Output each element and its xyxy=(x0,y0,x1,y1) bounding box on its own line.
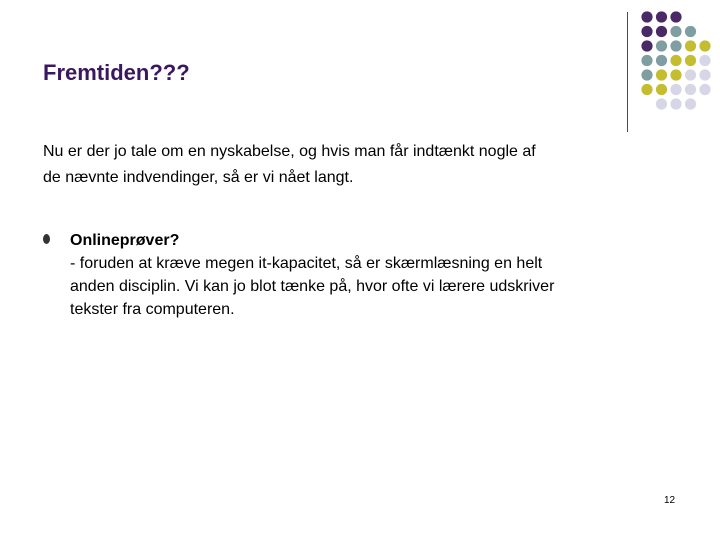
decorative-dot xyxy=(656,40,667,51)
intro-line: de nævnte indvendinger, så er vi nået langt. xyxy=(43,169,354,186)
decorative-dot xyxy=(685,26,696,37)
bullet-text-line: - foruden at kræve megen it-kapacitet, så er skærmlæsning en helt xyxy=(70,255,543,272)
bullet-heading: Onlineprøver? xyxy=(70,232,180,249)
decorative-dot xyxy=(685,55,696,66)
decorative-dot xyxy=(670,69,681,80)
decorative-dot xyxy=(670,98,681,109)
decorative-dot xyxy=(656,98,667,109)
bullet-text-line: tekster fra computeren. xyxy=(70,301,235,318)
decorative-dot xyxy=(641,84,652,95)
decorative-dot xyxy=(699,69,710,80)
decorative-dot xyxy=(656,26,667,37)
intro-line: Nu er der jo tale om en nyskabelse, og hvis man får indtænkt nogle af xyxy=(43,143,536,160)
page-number: 12 xyxy=(664,495,676,506)
bullet-body xyxy=(70,229,690,321)
decorative-dot xyxy=(656,55,667,66)
bullet-text-line: anden disciplin. Vi kan jo blot tænke på, hvor ofte vi lærere udskriver xyxy=(70,278,555,295)
dot-grid-decoration xyxy=(640,11,720,121)
decorative-dot xyxy=(670,26,681,37)
divider-line xyxy=(627,12,628,132)
decorative-dot xyxy=(641,55,652,66)
decorative-dot xyxy=(641,11,652,22)
decorative-dot xyxy=(670,84,681,95)
decorative-dot xyxy=(685,40,696,51)
decorative-dot xyxy=(641,40,652,51)
decorative-dot xyxy=(641,26,652,37)
decorative-dot xyxy=(656,11,667,22)
decorative-dot xyxy=(699,40,710,51)
intro-paragraph xyxy=(43,139,683,191)
decorative-dot xyxy=(670,55,681,66)
decorative-dot xyxy=(685,98,696,109)
decorative-dot xyxy=(685,84,696,95)
decorative-dot xyxy=(670,40,681,51)
slide-title: Fremtiden??? xyxy=(43,60,190,85)
decorative-dot xyxy=(699,55,710,66)
decorative-dot xyxy=(699,84,710,95)
decorative-dot xyxy=(685,69,696,80)
decorative-dot xyxy=(656,69,667,80)
decorative-dot xyxy=(641,69,652,80)
decorative-dot xyxy=(656,84,667,95)
decorative-dot xyxy=(670,11,681,22)
bullet-marker xyxy=(43,234,50,244)
